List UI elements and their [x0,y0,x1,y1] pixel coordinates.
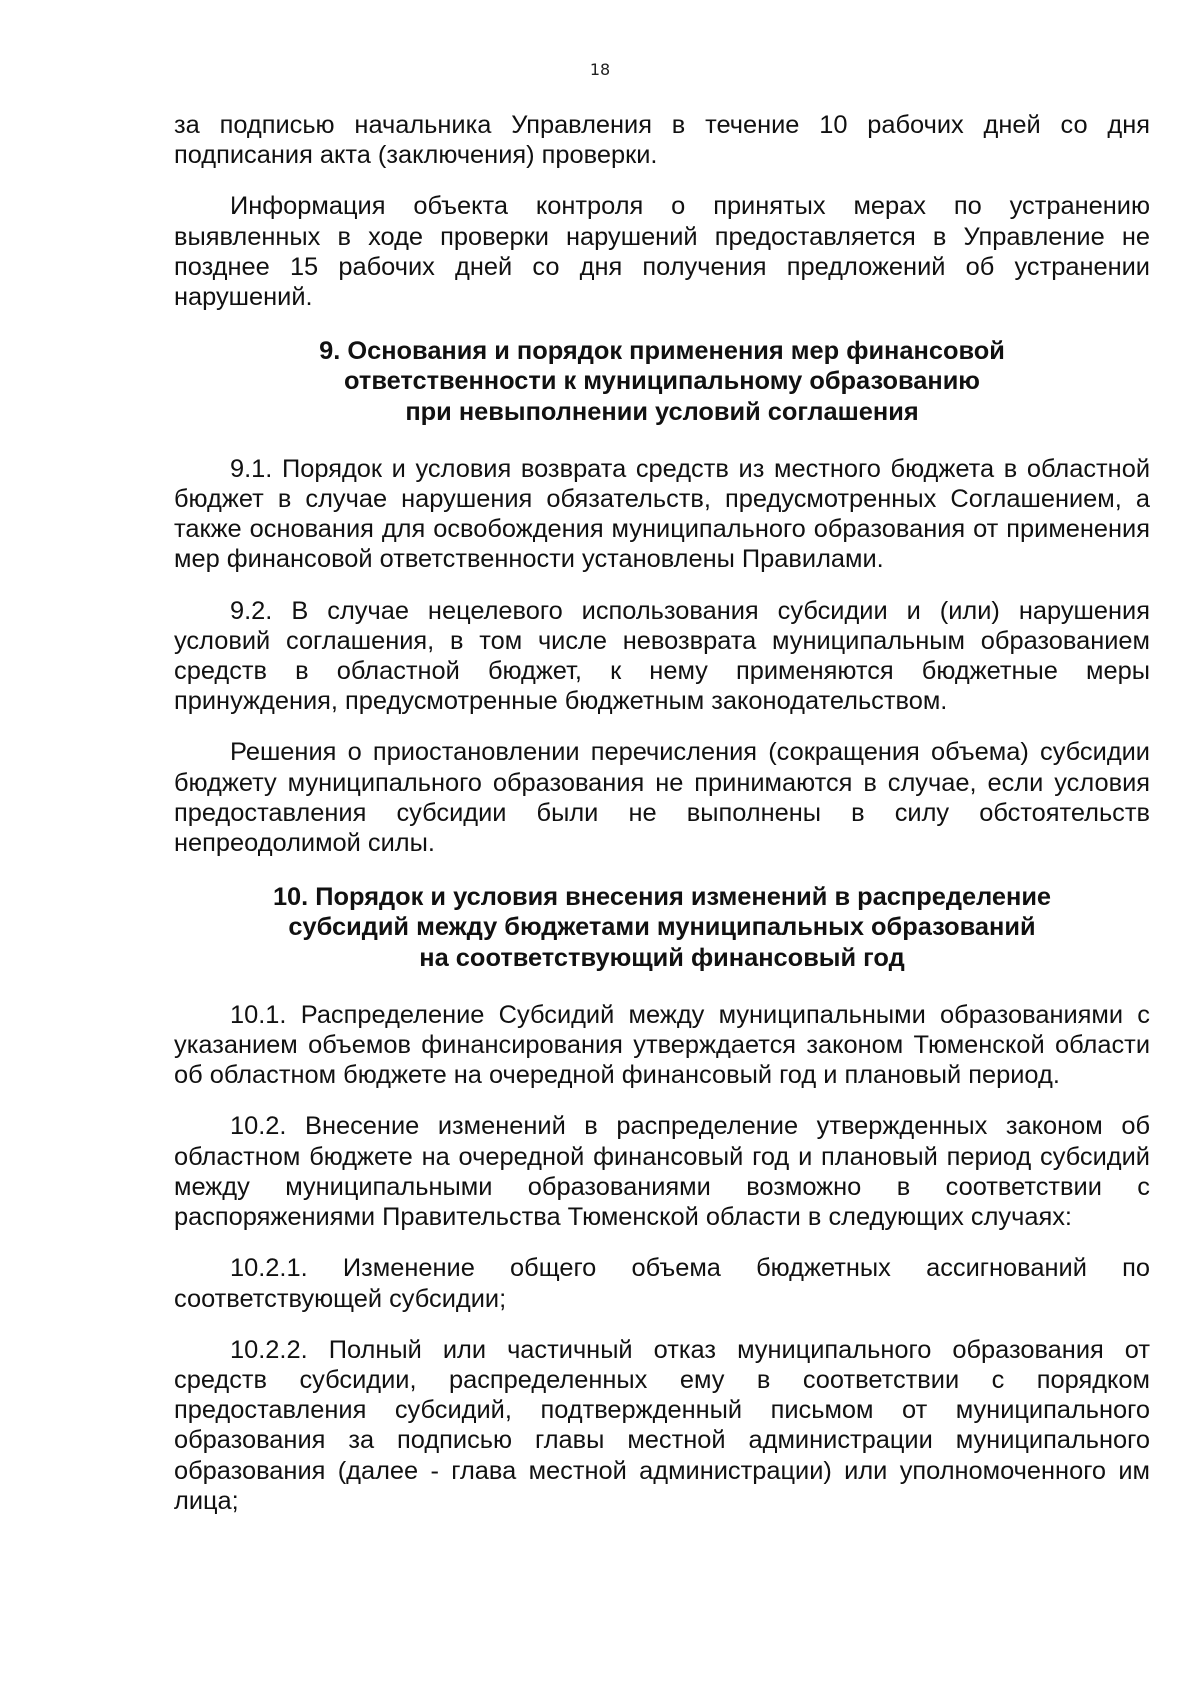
section-10-heading-line: субсидий между бюджетами муниципальных образований [288,913,1036,942]
paragraph-10-2: 10.2. Внесение изменений в распределение утвержденных законом об областном бюджете на очередной финансовый год и плановый период субсидий между муниципальными образованиями возможно в соответствии с распоряжениями Правительства Тюменской области в следующих случаях: [174,1112,1150,1232]
paragraph-continuation: за подписью начальника Управления в течение 10 рабочих дней со дня подписания акта (заключения) проверки. [174,111,1150,170]
paragraph-9-decisions: Решения о приостановлении перечисления (сокращения объема) субсидии бюджету муниципального образования не принимаются в случае, если условия предоставления субсидии были не выполнены в силу обстоятельств непреодолимой силы. [174,738,1150,858]
paragraph-10-2-1: 10.2.1. Изменение общего объема бюджетных ассигнований по соответствующей субсидии; [174,1254,1150,1313]
section-10-heading [174,882,1150,973]
section-10-heading-line: 10. Порядок и условия внесения изменений в распределение [272,883,1052,912]
paragraph-10-1: 10.1. Распределение Субсидий между муниципальными образованиями с указанием объемов финансирования утверждается законом Тюменской области об областном бюджете на очередной финансовый год и плановый период. [174,1000,1150,1090]
paragraph-9-2: 9.2. В случае нецелевого использования субсидии и (или) нарушения условий соглашения, в том числе невозврата муниципальным образованием средств в областной бюджет, к нему применяются бюджетные меры принуждения, предусмотренные бюджетным законодательством. [174,596,1150,716]
section-9-heading-line: ответственности к муниципальному образованию [344,367,980,396]
section-9-heading-line: 9. Основания и порядок применения мер финансовой [319,337,1005,366]
section-10-heading-line: на соответствующий финансовый год [419,943,905,972]
section-9-heading-line: при невыполнении условий соглашения [405,397,919,426]
paragraph-9-1: 9.1. Порядок и условия возврата средств из местного бюджета в областной бюджет в случае нарушения обязательств, предусмотренных Соглашением, а также основания для освобождения муниципального образования от применения мер финансовой ответственности установлены Правилами. [174,454,1150,574]
page-number: 18 [589,60,611,79]
paragraph-10-2-2: 10.2.2. Полный или частичный отказ муниципального образования от средств субсидии, распределенных ему в соответствии с порядком предоставления субсидий, подтвержденный письмом от муниципального образования за подписью главы местной администрации муниципального образования (далее - глава местной администрации) или уполномоченного им лица; [174,1335,1150,1515]
paragraph-control-info: Информация объекта контроля о принятых мерах по устранению выявленных в ходе проверки нарушений предоставляется в Управление не позднее 15 рабочих дней со дня получения предложений об устранении нарушений. [174,192,1150,312]
section-9-heading [174,336,1150,427]
document-body [174,110,1150,1537]
